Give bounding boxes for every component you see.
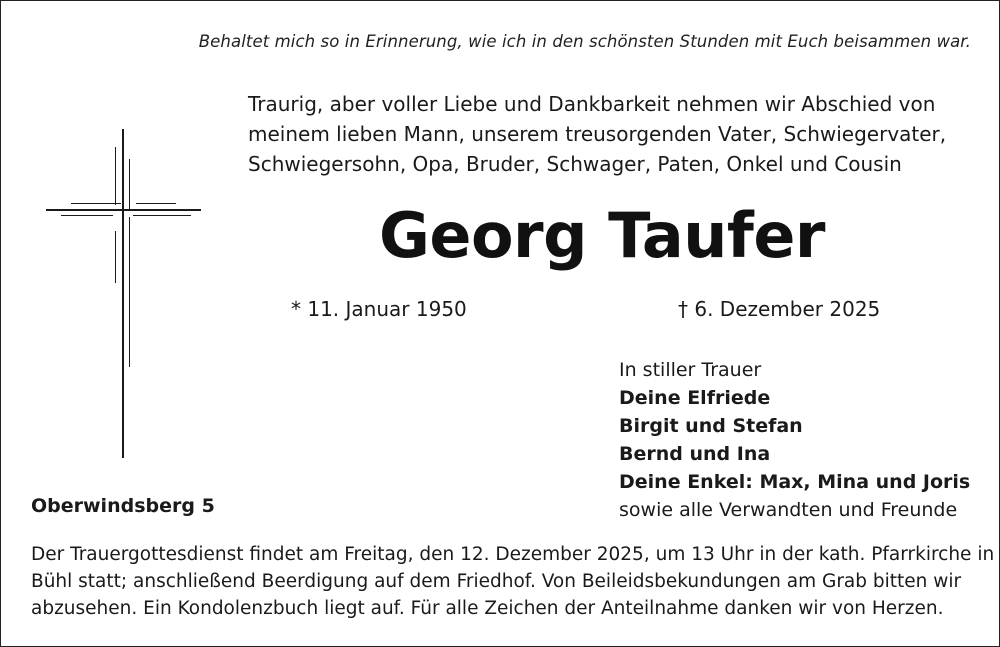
intro-text <box>248 89 968 179</box>
motto-quote: Behaltet mich so in Erinnerung, wie ich in den schönsten Stunden mit Euch beisammen war. <box>198 32 971 51</box>
mourners-list <box>619 356 970 524</box>
birth-date: * 11. Januar 1950 <box>291 297 467 321</box>
service-line: abzusehen. Ein Kondolenzbuch liegt auf. Für alle Zeichen der Anteilnahme danken wir von Herzen. <box>31 598 944 619</box>
cross-icon <box>41 123 206 458</box>
deceased-name: Georg Taufer <box>379 199 825 272</box>
service-line: Der Trauergottesdienst findet am Freitag, den 12. Dezember 2025, um 13 Uhr in der kath. Pfarrkirche in <box>31 544 995 565</box>
service-info <box>31 541 995 622</box>
mourner-name: Deine Elfriede <box>619 387 771 409</box>
mourner-name: Bernd und Ina <box>619 443 771 465</box>
address: Oberwindsberg 5 <box>31 495 215 517</box>
intro-line: Schwiegersohn, Opa, Bruder, Schwager, Paten, Onkel und Cousin <box>248 152 902 176</box>
mourner-name: Birgit und Stefan <box>619 415 803 437</box>
mourners-closing: sowie alle Verwandten und Freunde <box>619 499 958 521</box>
mourner-name: Deine Enkel: Max, Mina und Joris <box>619 471 971 493</box>
death-date: † 6. Dezember 2025 <box>678 297 881 321</box>
mourners-heading: In stiller Trauer <box>619 359 762 381</box>
intro-line: meinem lieben Mann, unserem treusorgenden Vater, Schwiegervater, <box>248 122 947 146</box>
intro-line: Traurig, aber voller Liebe und Dankbarkeit nehmen wir Abschied von <box>248 92 936 116</box>
service-line: Bühl statt; anschließend Beerdigung auf dem Friedhof. Von Beileidsbekundungen am Grab bitten wir <box>31 571 962 592</box>
